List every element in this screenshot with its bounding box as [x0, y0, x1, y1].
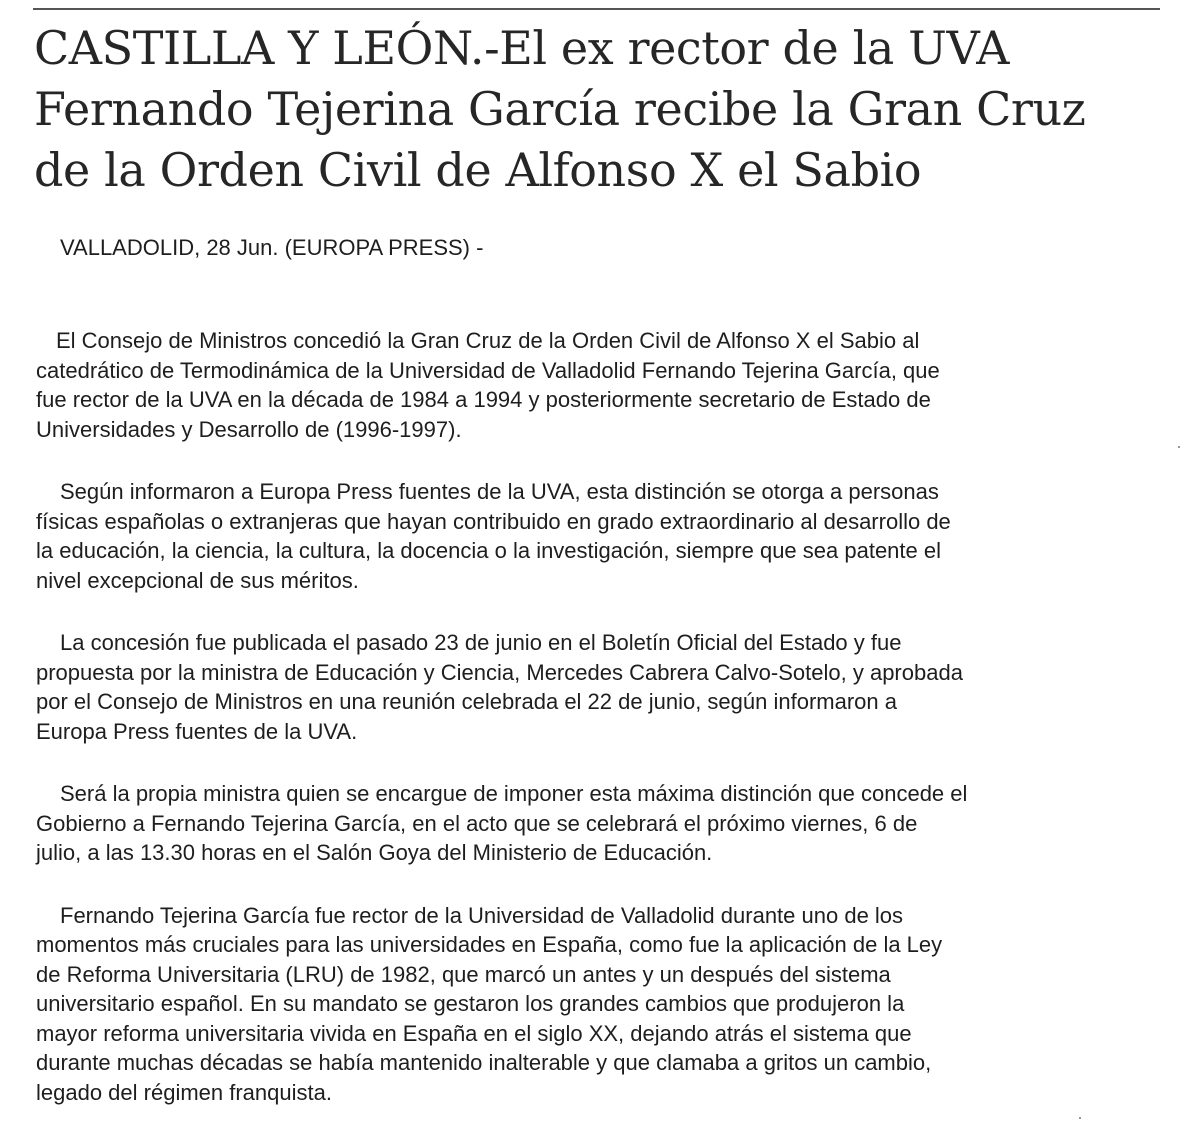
- article-paragraph: [36, 628, 1171, 746]
- paragraph-line: universitario español. En su mandato se gestaron los grandes cambios que produjeron la: [36, 991, 905, 1016]
- paragraph-line: propuesta por la ministra de Educación y Ciencia, Mercedes Cabrera Calvo-Sotelo, y aprobada: [36, 659, 963, 685]
- paragraph-line: nivel excepcional de sus méritos.: [36, 567, 359, 593]
- paragraph-line: catedrático de Termodinámica de la Universidad de Valladolid Fernando Tejerina García, que: [36, 357, 940, 383]
- paragraph-line: legado del régimen franquista.: [36, 1079, 332, 1105]
- paragraph-line: durante muchas décadas se había mantenido inalterable y que clamaba a gritos un cambio,: [36, 1050, 932, 1075]
- paragraph-line: la educación, la ciencia, la cultura, la docencia o la investigación, siempre que sea patente el: [36, 538, 941, 563]
- article-body: [36, 326, 1171, 1140]
- scan-speck: [1178, 446, 1180, 448]
- paragraph-line: Europa Press fuentes de la UVA.: [36, 718, 358, 744]
- paragraph-line: Según informaron a Europa Press fuentes de la UVA, esta distinción se otorga a personas: [60, 479, 939, 504]
- paragraph-line: Universidades y Desarrollo de (1996-1997).: [36, 416, 462, 442]
- paragraph-line: por el Consejo de Ministros en una reunión celebrada el 22 de junio, según informaron a: [36, 689, 897, 714]
- paragraph-line: La concesión fue publicada el pasado 23 de junio en el Boletín Oficial del Estado y fue: [60, 630, 902, 655]
- article-paragraph: [36, 901, 1171, 1108]
- headline-line: Fernando Tejerina García recibe la Gran Cruz: [34, 82, 1086, 136]
- paragraph-line: fue rector de la UVA en la década de 1984 a 1994 y posteriormente secretario de Estado de: [36, 387, 931, 412]
- paragraph-line: El Consejo de Ministros concedió la Gran Cruz de la Orden Civil de Alfonso X el Sabio al: [56, 328, 920, 353]
- paragraph-line: Fernando Tejerina García fue rector de la Universidad de Valladolid durante uno de los: [60, 902, 904, 928]
- paragraph-line: Gobierno a Fernando Tejerina García, en el acto que se celebrará el próximo viernes, 6 de: [36, 810, 918, 836]
- top-rule: [33, 8, 1160, 10]
- article-dateline: VALLADOLID, 28 Jun. (EUROPA PRESS) -: [60, 235, 484, 260]
- headline-line: CASTILLA Y LEÓN.-El ex rector de la UVA: [34, 21, 1010, 75]
- article-paragraph: [36, 326, 1171, 444]
- paragraph-line: mayor reforma universitaria vivida en España en el siglo XX, dejando atrás el sistema que: [36, 1020, 912, 1046]
- scan-speck: [1079, 1117, 1081, 1119]
- paragraph-line: físicas españolas o extranjeras que hayan contribuido en grado extraordinario al desarrollo de: [36, 508, 951, 534]
- article-paragraph: [36, 779, 1171, 868]
- paragraph-line: momentos más cruciales para las universidades en España, como fue la aplicación de la Ley: [36, 932, 943, 957]
- article-paragraph: [36, 477, 1171, 595]
- article-headline: [34, 18, 1184, 201]
- paragraph-line: Será la propia ministra quien se encargue de imponer esta máxima distinción que concede el: [60, 781, 968, 806]
- headline-line: de la Orden Civil de Alfonso X el Sabio: [34, 143, 922, 197]
- paragraph-line: de Reforma Universitaria (LRU) de 1982, que marcó un antes y un después del sistema: [36, 961, 891, 987]
- paragraph-line: julio, a las 13.30 horas en el Salón Goya del Ministerio de Educación.: [36, 840, 713, 865]
